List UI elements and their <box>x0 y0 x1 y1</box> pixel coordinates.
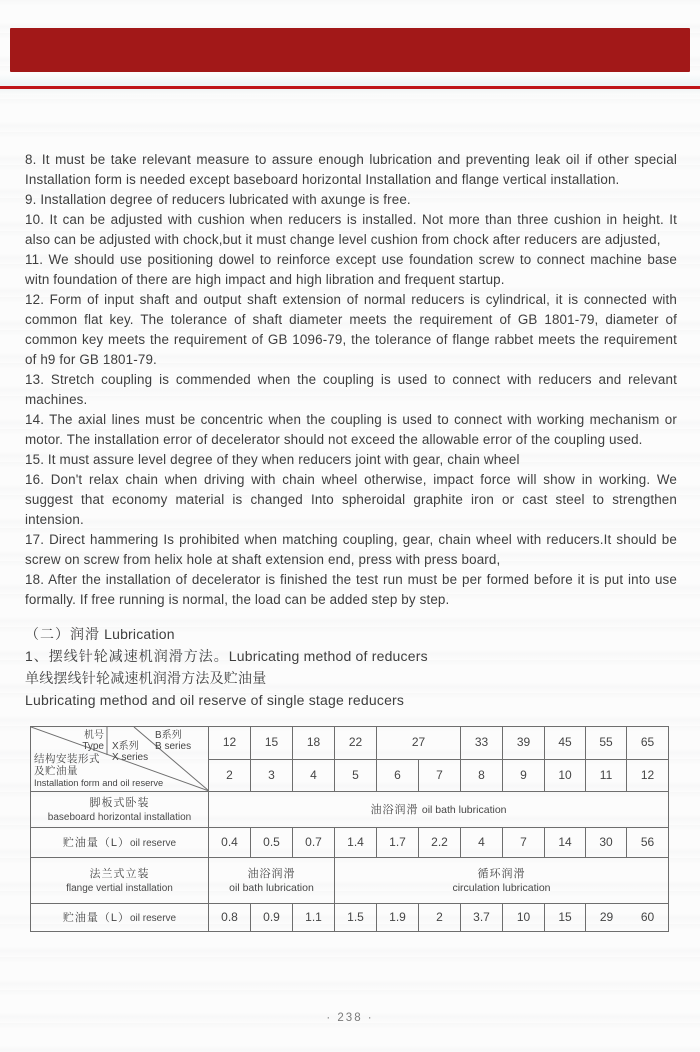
x-series-value: 10 <box>545 759 586 792</box>
oil-bath3-en: oil bath lubrication <box>229 881 314 894</box>
section-heading-en: Lubrication <box>104 626 175 642</box>
x-series-value: 11 <box>586 759 627 792</box>
row-label-baseboard <box>31 792 209 828</box>
oil-reserve-value: 2.2 <box>419 828 461 858</box>
header-left-en: Installation form and oil reserve <box>34 778 164 788</box>
x-series-value: 7 <box>419 759 461 792</box>
top-red-banner <box>10 28 690 72</box>
oil-bath-lubrication-cell-2 <box>209 858 335 904</box>
baseboard-label-zh: 脚板式卧装 <box>89 796 150 809</box>
section-line1 <box>25 645 677 667</box>
row-label-oil-reserve-2 <box>31 904 209 932</box>
circulation-en: circulation lubrication <box>452 881 551 894</box>
rule-under-shade <box>0 89 700 95</box>
x-series-value: 12 <box>627 759 669 792</box>
row-label-oil-reserve-1 <box>31 828 209 858</box>
b-series-value: 18 <box>293 727 335 760</box>
lubrication-section <box>25 623 677 711</box>
oil-bath-zh: 油浴润滑 <box>370 803 419 816</box>
instruction-item-12: 12. Form of input shaft and output shaft extension of normal reducers is cylindrical, it is connected with common flat key. The tolerance of shaft diameter meets the requirement of GB 1801-79, diameter of common key meets the requirement of GB 1096-79, the tolerance of flange rabbet meets the requirement of h9 for GB 1801-79. <box>25 292 677 367</box>
oil-reserve1-label-zh: 贮油量（L） <box>62 836 130 849</box>
oil-reserve-value: 60 <box>640 910 655 924</box>
x-series-value: 2 <box>209 759 251 792</box>
flange-label-zh: 法兰式立装 <box>89 867 150 880</box>
b-series-value: 55 <box>586 727 627 760</box>
section-line3: Lubricating method and oil reserve of single stage reducers <box>25 692 405 708</box>
instruction-item-14: 14. The axial lines must be concentric when the coupling is used to connect with working mechanism or motor. The installation error of decelerator should not exceed the allowable error of the coupling used. <box>25 412 677 447</box>
header-type-en: Type <box>82 741 104 752</box>
header-x-series-en: X series <box>112 752 149 763</box>
table-header-diagonal-cell <box>31 727 209 792</box>
oil-reserve-value: 1.9 <box>377 904 419 932</box>
oil-reserve-value: 0.9 <box>251 904 293 932</box>
section-line2: 单线摆线针轮减速机润滑方法及贮油量 <box>25 670 267 686</box>
oil-reserve-value: 10 <box>503 904 545 932</box>
section-heading-zh: （二）润滑 <box>25 626 100 642</box>
instruction-item-8: 8. It must be take relevant measure to assure enough lubrication and preventing leak oil if other special Installation form is needed except baseboard horizontal Installation and flange vertical installation. <box>25 152 677 187</box>
body-text <box>25 150 677 932</box>
rule-shadow-strip <box>0 74 700 86</box>
oil-reserve-value: 0.7 <box>293 828 335 858</box>
oil-reserve-value: 1.5 <box>335 904 377 932</box>
section-line1-zh: 1、摆线针轮减速机润滑方法。 <box>25 648 229 664</box>
oil-bath3-zh: 油浴润滑 <box>247 867 296 880</box>
b-series-value: 12 <box>209 727 251 760</box>
instruction-item-18: 18. After the installation of decelerator is finished the test run must be per formed before it is put into use formally. If free running is normal, the load can be added step by step. <box>25 572 677 607</box>
instruction-item-15: 15. It must assure level degree of they when reducers joint with gear, chain wheel <box>25 452 520 467</box>
oil-reserve-value: 3.7 <box>461 904 503 932</box>
oil-reserve-value: 1.1 <box>293 904 335 932</box>
lubrication-table <box>30 726 669 932</box>
b-series-value: 15 <box>251 727 293 760</box>
header-b-series-en: B series <box>155 741 192 752</box>
flange-label-en: flange vertial installation <box>66 882 173 894</box>
oil-reserve-value: 4 <box>461 828 503 858</box>
oil-reserve-value: 14 <box>545 828 586 858</box>
instruction-item-13: 13. Stretch coupling is commended when the coupling is used to connect with reducers and relevant machines. <box>25 372 677 407</box>
instruction-item-11: 11. We should use positioning dowel to reinforce except use foundation screw to connect machine base witn foundation of there are high impact and high libration and frequent startup. <box>25 252 677 287</box>
oil-reserve-value: 1.4 <box>335 828 377 858</box>
oil-reserve1-label-en: oil reserve <box>129 837 177 849</box>
page-number: · 238 · <box>326 1012 374 1024</box>
b-series-value: 39 <box>503 727 545 760</box>
header-b-series-zh: B系列 <box>155 730 182 741</box>
instruction-item-10: 10. It can be adjusted with cushion when reducers is installed. Not more than three cushion in height. It also can be adjusted with chock,but it must change level cushion from chock after reducers are adjusted, <box>25 212 677 247</box>
oil-reserve-value: 0.5 <box>251 828 293 858</box>
instruction-item-16: 16. Don't relax chain when driving with chain wheel otherwise, impact force will show in working. We suggest that economy material is changed Into spheroidal graphite iron or cast steel to strengthen intension. <box>25 472 677 527</box>
row-label-flange <box>31 858 209 904</box>
section-line1-en: Lubricating method of reducers <box>228 648 428 664</box>
x-series-value: 4 <box>293 759 335 792</box>
oil-reserve-value: 56 <box>627 828 669 858</box>
b-series-value: 27 <box>377 727 461 760</box>
x-series-value: 3 <box>251 759 293 792</box>
baseboard-label-en: baseboard horizontal installation <box>47 811 192 823</box>
oil-reserve-value: 29 <box>599 910 614 924</box>
oil-reserve2-label-zh: 贮油量（L） <box>62 911 130 924</box>
oil-reserve-merged-cell <box>586 904 669 932</box>
circulation-zh: 循环润滑 <box>477 867 526 880</box>
oil-reserve-value: 7 <box>503 828 545 858</box>
oil-reserve-value: 1.7 <box>377 828 419 858</box>
oil-bath-lubrication-cell <box>209 792 669 828</box>
instruction-item-9: 9. Installation degree of reducers lubricated with axunge is free. <box>25 192 411 207</box>
header-left-zh1: 结构安装形式 <box>34 753 100 765</box>
x-series-value: 9 <box>503 759 545 792</box>
b-series-value: 22 <box>335 727 377 760</box>
header-type-zh: 机号 <box>84 730 104 741</box>
b-series-value: 45 <box>545 727 586 760</box>
x-series-value: 6 <box>377 759 419 792</box>
instruction-item-17: 17. Direct hammering Is prohibited when matching coupling, gear, chain wheel with reducers.It should be screw on screw from helix hole at shaft extension end, press with press board, <box>25 532 677 567</box>
circulation-lubrication-cell <box>335 858 669 904</box>
x-series-value: 8 <box>461 759 503 792</box>
oil-reserve-value: 2 <box>419 904 461 932</box>
header-x-series-zh: X系列 <box>112 741 139 752</box>
oil-reserve-value: 15 <box>545 904 586 932</box>
b-series-value: 33 <box>461 727 503 760</box>
section-heading <box>25 623 677 645</box>
oil-reserve-value: 0.4 <box>209 828 251 858</box>
oil-reserve-value: 0.8 <box>209 904 251 932</box>
b-series-value: 65 <box>627 727 669 760</box>
oil-bath-en: oil bath lubrication <box>421 803 507 816</box>
header-left-zh2: 及贮油量 <box>34 765 78 777</box>
oil-reserve-value: 30 <box>586 828 627 858</box>
x-series-value: 5 <box>335 759 377 792</box>
oil-reserve2-label-en: oil reserve <box>129 912 177 924</box>
